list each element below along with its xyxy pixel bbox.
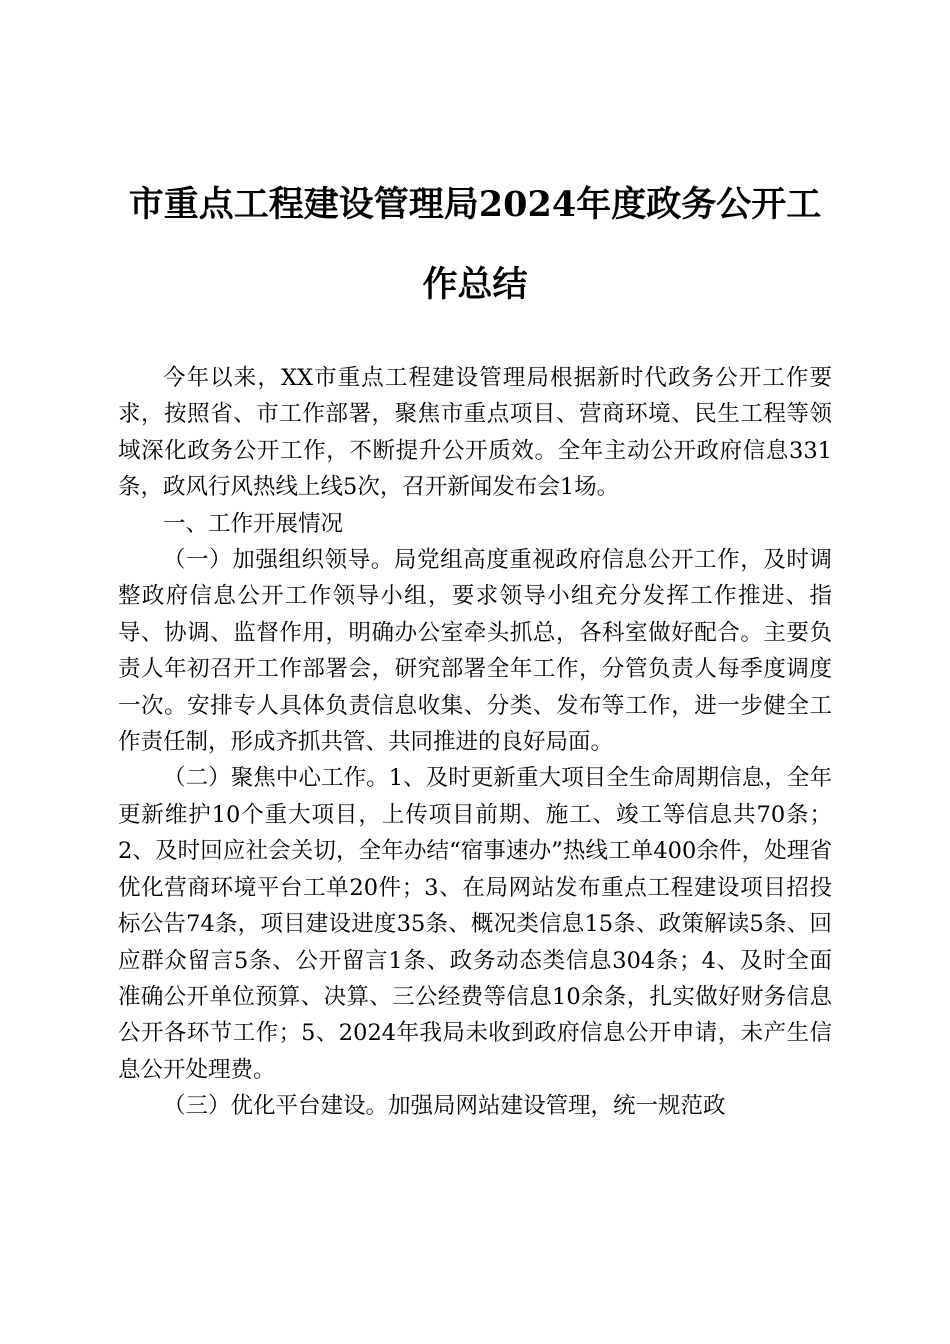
document-body xyxy=(118,360,832,1125)
item-1-title: （一）加强组织领导。 xyxy=(163,547,394,574)
item-2-text: 1、及时更新重大项目全生命周期信息，全年更新维护10个重大项目，上传项目前期、施工、竣工等信息共70条；2、及时回应社会关切，全年办结“宿事速办”热线工单400余件，处理省优化营商环境平台工单20件；3、在局网站发布重点工程建设项目招投标公告74条，项目建设进度35条、概况类信息15条、政策解读5条、回应群众留言5条、公开留言1条、政务动态类信息304条；4、及时全面准确公开单位预算、决算、三公经费等信息10余条，扎实做好财务信息公开各环节工作；5、2024年我局未收到政府信息公开申请，未产生信息公开处理费。 xyxy=(118,765,832,1083)
section-heading-1: 一、工作开展情况 xyxy=(163,510,344,537)
item-1-text: 局党组高度重视政府信息公开工作，及时调整政府信息公开工作领导小组，要求领导小组充分发挥工作推进、指导、协调、监督作用，明确办公室牵头抓总，各科室做好配合。主要负责人年初召开工作部署会，研究部署全年工作，分管负责人每季度调度一次。安排专人具体负责信息收集、分类、发布等工作，进一步健全工作责任制，形成齐抓共管、共同推进的良好局面。 xyxy=(118,547,832,756)
title-line-2: 作总结 xyxy=(422,264,528,305)
paragraph-item-2 xyxy=(118,760,832,1088)
document-title xyxy=(110,165,840,325)
intro-paragraph: 今年以来，XX市重点工程建设管理局根据新时代政务公开工作要求，按照省、市工作部署，聚焦市重点项目、营商环境、民生工程等领域深化政务公开工作，不断提升公开质效。全年主动公开政府信息331条，政风行风热线上线5次，召开新闻发布会1场。 xyxy=(118,365,832,501)
item-3-text: 加强局网站建设管理，统一规范政 xyxy=(388,1093,726,1120)
paragraph-item-3 xyxy=(118,1088,832,1124)
paragraph-item-1 xyxy=(118,542,832,760)
item-3-title: （三）优化平台建设。 xyxy=(163,1093,389,1120)
title-line-1: 市重点工程建设管理局2024年度政务公开工 xyxy=(128,184,822,225)
item-2-title: （二）聚焦中心工作。 xyxy=(163,765,389,792)
